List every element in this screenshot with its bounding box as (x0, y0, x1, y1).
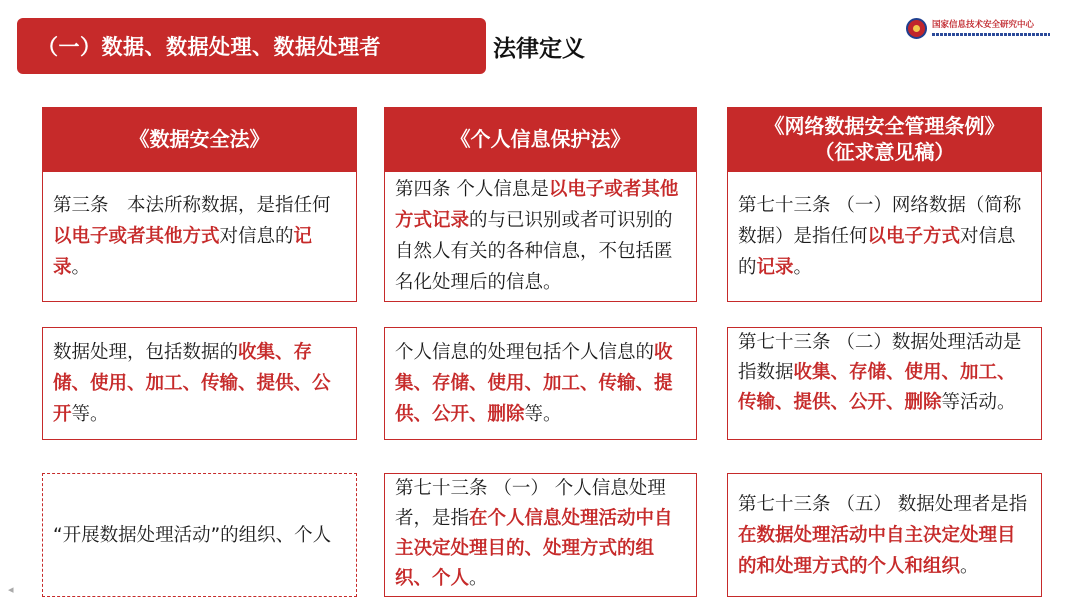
highlighted-text: 收集、存储、使用、加工、传输、提供、公开、删除 (738, 362, 1016, 413)
cell-data-definition-dsl (42, 171, 357, 302)
body-text: 第七十三条 （二）数据处理活动是指数据 (738, 332, 1022, 383)
body-text: 。 (793, 257, 813, 278)
body-text: 数据处理，包括数据的 (53, 342, 239, 363)
body-text: 第七十三条 （五） 数据处理者是指 (738, 493, 1028, 515)
column-header-pipl (384, 107, 697, 171)
cell-data-processor-regulation (727, 473, 1042, 597)
column-header-network-data-regulation (727, 107, 1042, 171)
highlighted-text: 以电子或者其他方式 (53, 226, 220, 247)
highlighted-text: 以电子方式 (867, 226, 961, 247)
body-text: 个人信息的处理包括个人信息的 (395, 342, 655, 363)
highlighted-text: 在数据处理活动中自主决定处理目的和处理方式的个人和组织 (738, 524, 1016, 577)
highlighted-text: 收集、存储、使用、加工、传输、提供、公开、删除 (395, 342, 673, 425)
body-text: “开展数据处理活动”的组织、个人 (53, 524, 332, 546)
cell-network-data-definition (727, 171, 1042, 302)
column-header-data-security-law (42, 107, 357, 171)
body-text: 。 (469, 568, 488, 589)
column-title: 《个人信息保护法》 (450, 127, 631, 151)
column-title: 《数据安全法》 (129, 127, 270, 151)
body-text: 。 (960, 555, 979, 577)
body-text: 的与已识别或者可识别的自然人有关的各种信息，不包括匿名化处理后的信息。 (395, 210, 673, 293)
highlighted-text: 收集、存储、使用、加工、传输、提供、公开 (53, 342, 331, 425)
body-text: 第三条 本法所称数据，是指任何 (53, 195, 331, 216)
body-text: 第七十三条 （一） 个人信息处理者，是指 (395, 478, 666, 529)
body-text: 第四条 个人信息是 (395, 179, 549, 200)
seal-icon (906, 18, 927, 39)
institution-logo (906, 18, 1050, 39)
body-text: 等活动。 (941, 392, 1016, 413)
body-text: 等。 (524, 404, 562, 425)
cell-data-processing-activity (727, 327, 1042, 440)
column-title: 《网络数据安全管理条例》 (764, 114, 1005, 138)
logo-english-line (932, 33, 1050, 36)
cell-personal-info-definition (384, 171, 697, 302)
cell-data-processing-dsl (42, 327, 357, 440)
highlighted-text: 以电子或者其他方式记录 (395, 179, 679, 231)
section-title-bar (17, 18, 486, 74)
section-title: （一）数据、数据处理、数据处理者 (37, 35, 381, 59)
highlighted-text: 在个人信息处理活动中自主决定处理目的、处理方式的组织、个人 (395, 508, 673, 589)
body-text: 等。 (71, 404, 109, 425)
logo-text: 国家信息技术安全研究中心 (932, 20, 1035, 31)
cell-personal-info-processor (384, 473, 697, 597)
page-subtitle: 法律定义 (493, 36, 585, 62)
column-subtitle: （征求意见稿） (814, 140, 955, 164)
body-text: 对信息的 (219, 226, 294, 247)
highlighted-text: 记录 (756, 257, 794, 278)
cell-data-processor-dsl (42, 473, 357, 597)
body-text: 对信息的 (738, 226, 1016, 278)
cell-personal-info-processing (384, 327, 697, 440)
body-text: 第七十三条 （一）网络数据（简称数据）是指任何 (738, 195, 1022, 247)
highlighted-text: 记录 (53, 226, 313, 278)
body-text: 。 (71, 257, 91, 278)
speaker-icon: ◂ (8, 583, 14, 596)
